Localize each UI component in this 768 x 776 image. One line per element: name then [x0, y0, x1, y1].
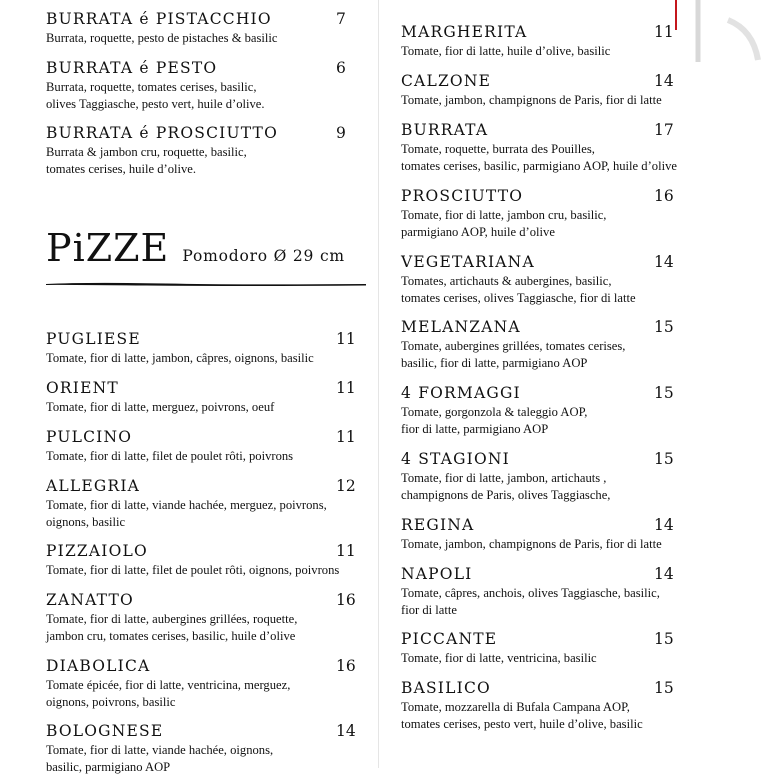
menu-item-pizzaiolo: [46, 542, 366, 579]
item-price: 14: [336, 722, 356, 740]
item-desc-line-1: Tomate, câpres, anchois, olives Taggiasche, basilic,: [401, 586, 660, 600]
item-price: 16: [654, 187, 674, 205]
menu-item-diabolica: [46, 657, 366, 711]
item-name: BURRATA é PROSCIUTTO: [46, 124, 278, 142]
menu-item-orient: [46, 379, 366, 416]
item-desc: Tomate, fior di latte, huile d’olive, basilic: [401, 44, 611, 58]
item-price: 6: [336, 59, 346, 77]
menu-item-allegria: [46, 477, 366, 531]
menu-item-4-formaggi: [401, 384, 701, 438]
item-name: PICCANTE: [401, 630, 498, 648]
column-divider: [378, 0, 379, 768]
menu-item-napoli: [401, 565, 701, 619]
item-desc-line-2: jambon cru, tomates cerises, basilic, huile d’olive: [46, 629, 296, 643]
item-name: BASILICO: [401, 679, 491, 697]
item-name: PIZZAIOLO: [46, 542, 148, 560]
menu-item-regina: [401, 516, 701, 553]
item-desc: Tomate, fior di latte, filet de poulet rôti, oignons, poivrons: [46, 563, 340, 577]
item-desc-line-2: olives Taggiasche, pesto vert, huile d’olive.: [46, 97, 265, 111]
item-desc: Tomate, fior di latte, jambon, câpres, oignons, basilic: [46, 351, 314, 365]
menu-item-vegetariana: [401, 253, 701, 307]
item-desc-line-1: Burrata, roquette, tomates cerises, basilic,: [46, 80, 257, 94]
item-desc: Tomate, fior di latte, merguez, poivrons, oeuf: [46, 400, 275, 414]
item-desc-line-1: Burrata & jambon cru, roquette, basilic,: [46, 145, 247, 159]
item-price: 15: [654, 384, 674, 402]
menu-item-basilico: [401, 679, 701, 733]
item-desc-line-2: tomates cerises, pesto vert, huile d’olive, basilic: [401, 717, 643, 731]
item-desc-line-2: fior di latte, parmigiano AOP: [401, 422, 549, 436]
menu-item-burrata-prosciutto: [46, 124, 366, 178]
menu-item-piccante: [401, 630, 701, 667]
item-name: BOLOGNESE: [46, 722, 164, 740]
item-desc-line-2: oignons, basilic: [46, 515, 126, 529]
item-desc-line-1: Tomate, fior di latte, jambon, artichauts ,: [401, 471, 607, 485]
menu-item-pulcino: [46, 428, 366, 465]
item-price: 7: [336, 10, 346, 28]
brush-stroke-divider: [46, 281, 366, 287]
item-price: 15: [654, 679, 674, 697]
pizze-section-title: [46, 226, 345, 270]
menu-item-prosciutto: [401, 187, 701, 241]
item-price: 12: [336, 477, 356, 495]
menu-item-burrata: [401, 121, 701, 175]
item-desc-line-2: basilic, parmigiano AOP: [46, 760, 171, 774]
item-desc-line-2: tomates cerises, huile d’olive.: [46, 162, 197, 176]
item-name: BURRATA: [401, 121, 489, 139]
item-name: REGINA: [401, 516, 475, 534]
item-desc-line-1: Tomate, fior di latte, viande hachée, merguez, poivrons,: [46, 498, 327, 512]
item-desc-line-2: champignons de Paris, olives Taggiasche,: [401, 488, 611, 502]
item-desc-line-2: tomates cerises, olives Taggiasche, fior di latte: [401, 291, 636, 305]
item-desc-line-1: Tomate, roquette, burrata des Pouilles,: [401, 142, 595, 156]
item-desc-line-2: tomates cerises, basilic, parmigiano AOP, huile d’olive: [401, 159, 677, 173]
menu-item-burrata-pesto: [46, 59, 366, 113]
item-desc: Tomate, fior di latte, ventricina, basilic: [401, 651, 597, 665]
item-price: 14: [654, 72, 674, 90]
item-desc-line-2: fior di latte: [401, 603, 457, 617]
item-price: 16: [336, 657, 356, 675]
item-name: PULCINO: [46, 428, 133, 446]
item-name: NAPOLI: [401, 565, 473, 583]
item-desc: Tomate, fior di latte, filet de poulet rôti, poivrons: [46, 449, 294, 463]
item-name: PROSCIUTTO: [401, 187, 524, 205]
item-desc-line-1: Tomate, fior di latte, jambon cru, basilic,: [401, 208, 607, 222]
item-desc-line-1: Tomate, gorgonzola & taleggio AOP,: [401, 405, 588, 419]
item-price: 16: [336, 591, 356, 609]
item-name: VEGETARIANA: [401, 253, 535, 271]
item-name: ZANATTO: [46, 591, 134, 609]
item-price: 14: [654, 253, 674, 271]
item-price: 11: [336, 428, 356, 446]
item-desc-line-1: Tomate, mozzarella di Bufala Campana AOP,: [401, 700, 630, 714]
item-name: DIABOLICA: [46, 657, 151, 675]
item-desc-line-2: oignons, poivrons, basilic: [46, 695, 176, 709]
item-desc-line-1: Tomate, fior di latte, aubergines grillées, roquette,: [46, 612, 298, 626]
item-name: MARGHERITA: [401, 23, 528, 41]
item-name: ORIENT: [46, 379, 119, 397]
item-name: PUGLIESE: [46, 330, 141, 348]
item-price: 11: [336, 542, 356, 560]
item-name: 4 FORMAGGI: [401, 384, 521, 402]
menu-item-burrata-pistacchio: [46, 10, 366, 47]
item-name: BURRATA é PESTO: [46, 59, 218, 77]
item-price: 14: [654, 565, 674, 583]
item-name: CALZONE: [401, 72, 492, 90]
item-price: 15: [654, 318, 674, 336]
item-desc-line-1: Tomate, aubergines grillées, tomates cerises,: [401, 339, 626, 353]
item-desc-line-1: Tomates, artichauts & aubergines, basilic,: [401, 274, 612, 288]
item-desc-line-1: Tomate, fior di latte, viande hachée, oignons,: [46, 743, 274, 757]
item-desc-line-2: parmigiano AOP, huile d’olive: [401, 225, 555, 239]
item-price: 9: [336, 124, 346, 142]
item-name: 4 STAGIONI: [401, 450, 510, 468]
menu-item-margherita: [401, 23, 701, 60]
section-heading: PiZZE: [46, 226, 170, 270]
item-desc: Tomate, jambon, champignons de Paris, fior di latte: [401, 537, 662, 551]
item-price: 11: [654, 23, 674, 41]
item-desc: Burrata, roquette, pesto de pistaches & basilic: [46, 31, 278, 45]
item-price: 11: [336, 379, 356, 397]
item-desc-line-2: basilic, fior di latte, parmigiano AOP: [401, 356, 588, 370]
menu-item-pugliese: [46, 330, 366, 367]
section-subtitle: Pomodoro Ø 29 cm: [182, 247, 345, 265]
item-price: 14: [654, 516, 674, 534]
menu-item-melanzana: [401, 318, 701, 372]
item-name: ALLEGRIA: [46, 477, 141, 495]
item-price: 15: [654, 450, 674, 468]
item-desc-line-1: Tomate épicée, fior di latte, ventricina, merguez,: [46, 678, 291, 692]
menu-item-4-stagioni: [401, 450, 701, 504]
menu-item-zanatto: [46, 591, 366, 645]
menu-item-calzone: [401, 72, 701, 109]
item-price: 15: [654, 630, 674, 648]
item-desc: Tomate, jambon, champignons de Paris, fior di latte: [401, 93, 662, 107]
item-price: 11: [336, 330, 356, 348]
item-name: MELANZANA: [401, 318, 521, 336]
item-name: BURRATA é PISTACCHIO: [46, 10, 272, 28]
item-price: 17: [654, 121, 674, 139]
